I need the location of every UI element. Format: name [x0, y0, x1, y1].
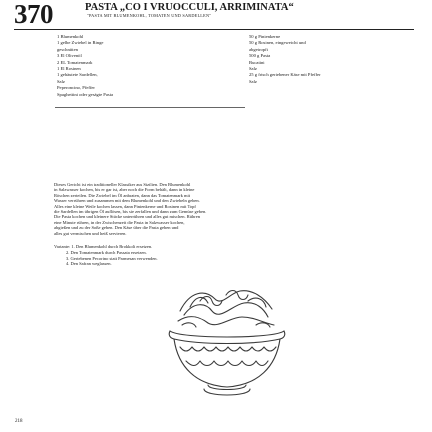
ingredient-item: Salz [57, 78, 65, 84]
paragraph-line: Dieses Gericht ist ein traditioneller Klassiker aus Sizilien. Den Blumenkohl [54, 182, 191, 187]
ingredient-item: geschnitten [57, 46, 78, 52]
paragraph-line: Alles eine kleine Weile kochen lassen, dann Pinienkerne und Rosinen mit Topf [54, 203, 196, 209]
recipe-title: PASTA „CO I VRUOCCULI, ARRIMINATA“ [85, 2, 294, 13]
ingredients-left [57, 34, 113, 98]
note-line: 4. Den Safran weglassen. [66, 261, 112, 267]
recipe-subtitle: "PASTA MIT BLUMENKOHL, TOMATEN UND SARDELLEN" [87, 13, 212, 18]
paragraph-line: Wasser verrühren und zusammen mit dem Blumenkohl und den Zwiebeln geben. [54, 198, 200, 204]
ingredient-item: Bucatini [249, 59, 265, 65]
ingredient-item: 3 El Olivenöl [57, 53, 82, 59]
paragraph-line: eine Minute rühren, in der Zwischenzeit die Pasta in Salzwasser kochen, [54, 219, 185, 225]
paragraph-line: Röschen zerteilen. Die Zwiebel im Öl anbraten, dann das Tomatenmark mit [54, 192, 191, 198]
note-line: 2. Den Tomatenmark durch Passata ersetzen. [66, 249, 147, 255]
ingredient-item: 1 El Rosinen [57, 65, 81, 71]
ingredients-right [249, 34, 321, 85]
page-number: 370 [14, 0, 53, 29]
note-line: 3. Geriebenen Pecorino statt Parmesan verwenden. [66, 255, 158, 261]
recipe-paragraph [54, 182, 416, 236]
paragraph-line: Die Pasta kochen und kleinere Stücke unterrühren und alles gut mischen. Rühren [54, 214, 200, 220]
paragraph-line: abgießen und zu der Soße geben. Den Käse über die Pasta geben und [54, 225, 179, 231]
variants-notes [54, 244, 158, 267]
ingredient-item: abgetropft [249, 46, 268, 52]
ingredient-item: 1 Blumenkohl [57, 34, 84, 39]
paragraph-line: alles gut vermischen und heiß servieren. [54, 230, 127, 236]
header-rule [14, 29, 414, 30]
ingredient-item: 25 g frisch geriebener Käse mit Pfeffer [249, 72, 321, 78]
ingredient-item: 50 g Pinienkerne [249, 34, 281, 39]
ingredient-item: 50 g Rosinen, eingeweicht und [249, 40, 306, 46]
ingredient-item: Salz [249, 78, 257, 84]
ingredient-item: Spaghettini oder gesägte Pasta [57, 91, 114, 97]
ingredients-divider [55, 107, 245, 108]
pasta-bowl-icon [160, 281, 294, 405]
ingredient-item: 500 g Pasta [249, 53, 271, 59]
ingredient-item: 2 EL Tomatenmark [57, 59, 93, 65]
ingredient-item: 1 gehäutete Sardellen, [57, 72, 98, 78]
ingredient-item: 1 gelbe Zwiebel in Ringe [57, 40, 104, 46]
paragraph-line: die Sardellen im übrigen Öl auflösen, bis sie zerfallen und dann zum Gemüse geben. [54, 208, 207, 214]
ingredient-item: Salz [249, 65, 257, 71]
ingredient-item: Peperoncino, Pfeffer [57, 85, 95, 91]
margin-number: 218 [15, 419, 23, 424]
paragraph-line: in Salzwasser kochen, bis er gar ist, aber noch die Form behält, dann in kleine [54, 187, 195, 193]
note-line: Variante: 1. Den Blumenkohl durch Brokkoli ersetzen. [54, 244, 153, 249]
